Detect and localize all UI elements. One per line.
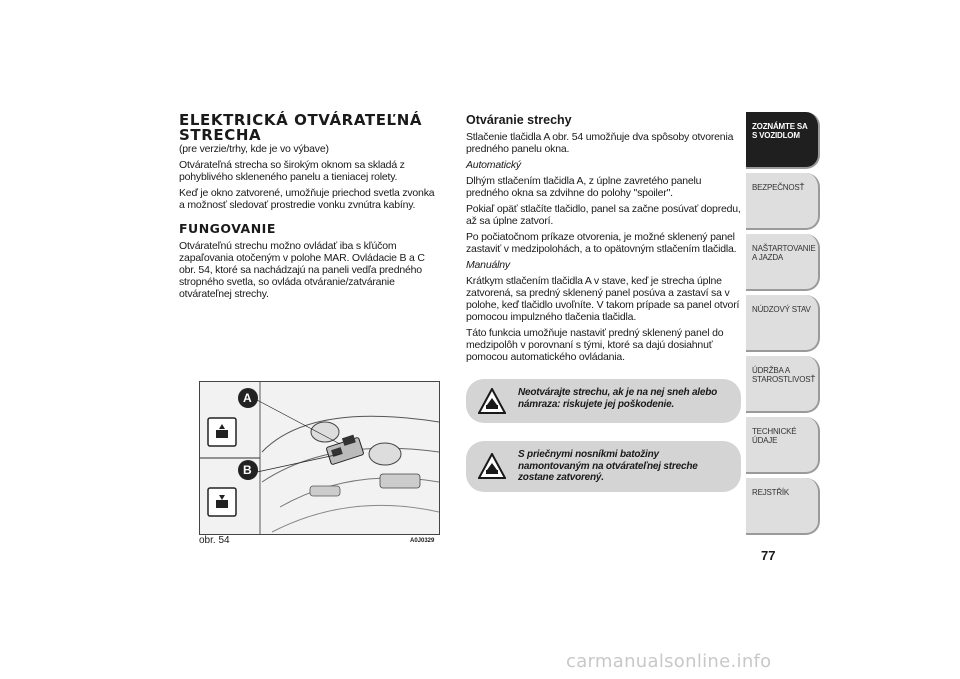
left-column: [179, 113, 441, 304]
chapter-tabs: [746, 112, 820, 539]
paragraph-right-4: Po počiatočnom príkaze otvorenia, je možné sklenený panel zastaviť v medzipolohách, a to opätovným stlačením tlačidla.: [466, 231, 737, 255]
figure-code: A0J0329: [410, 538, 435, 544]
figure-roof-controls: [199, 381, 440, 535]
tab-technical-data[interactable]: TECHNICKÉ ÚDAJE: [746, 417, 820, 474]
figure-illustration: [200, 382, 439, 534]
paragraph-intro: Otvárateľná strecha so širokým oknom sa skladá z pohyblivého skleneného panelu a tieniacej rolety.: [179, 159, 405, 183]
section-title-line2: STRECHA: [179, 126, 262, 144]
label-a: A: [243, 391, 252, 405]
paragraph-operation: Otvárateľnú strechu možno ovládať iba s kľúčom zapaľovania otočeným v polohe MAR. Ovládacie B a C obr. 54, ktoré sa nachádzajú na paneli vedľa predného stropného svetla, so ovláda otváranie/zatváranie otvárateľnej strechy.: [179, 240, 425, 300]
paragraph-right-3: Pokiaľ opäť stlačíte tlačidlo, panel sa začne posúvať dopredu, až sa úplne zatvorí.: [466, 203, 741, 227]
label-b: B: [243, 463, 252, 477]
subsection-heading: Otváranie strechy: [466, 113, 572, 127]
warning-triangle-icon: [478, 453, 506, 479]
tab-emergency[interactable]: NÚDZOVÝ STAV: [746, 295, 820, 352]
warning-box-2: [466, 441, 741, 492]
warning-text-1: Neotvárajte strechu, ak je na nej sneh alebo námraza: riskujete jej poškodenie.: [518, 387, 718, 410]
right-column: [466, 113, 741, 502]
button-b-icon: [208, 488, 236, 516]
tab-getting-to-know[interactable]: ZOZNÁMTE SA S VOZIDLOM: [746, 112, 820, 169]
watermark: carmanualsonline.info: [566, 651, 772, 672]
paragraph-right-1: Stlačenie tlačidla A obr. 54 umožňuje dva spôsoby otvorenia predného panelu okna.: [466, 131, 734, 155]
section-heading-operation: FUNGOVANIE: [179, 221, 276, 236]
label-manual: Manuálny: [466, 259, 510, 271]
warning-triangle-icon: [478, 388, 506, 414]
paragraph-light: Keď je okno zatvorené, umožňuje priechod svetla zvonka a možnosť sledovať prostredie vonku zvnútra kabíny.: [179, 187, 435, 211]
paragraph-right-5: Krátkym stlačením tlačidla A v stave, keď je strecha úplne zatvorená, sa predný sklenený panel posúva a zastaví sa v polohe, keď tlačidlo uvoľníte. V takom prípade sa panel otvorí pomocou impulzného tlačenia tlačidla.: [466, 275, 740, 323]
tab-safety[interactable]: BEZPEČNOSŤ: [746, 173, 820, 230]
warning-text-2: S priečnymi nosníkmi batožiny namontovaným na otvárateľnej streche zostane zatvorený.: [518, 449, 698, 483]
figure-caption: obr. 54: [199, 535, 230, 546]
page-number: 77: [761, 548, 776, 563]
section-title-line1: ELEKTRICKÁ OTVÁRATEĽNÁ: [179, 111, 423, 129]
button-a-icon: [208, 418, 236, 446]
subtitle: (pre verzie/trhy, kde je vo výbave): [179, 143, 329, 155]
warning-box-1: [466, 379, 741, 423]
tab-maintenance[interactable]: ÚDRŽBA A STAROSTLIVOSŤ: [746, 356, 820, 413]
tab-starting-driving[interactable]: NAŠTARTOVANIE A JAZDA: [746, 234, 820, 291]
tab-index[interactable]: REJSTŘÍK: [746, 478, 820, 535]
label-automatic: Automatický: [466, 159, 521, 171]
paragraph-right-6: Táto funkcia umožňuje nastaviť predný sklenený panel do medzipolôh v porovnaní s tými, ktoré sa dajú dosiahnuť pomocou automatického ovládania.: [466, 327, 724, 363]
paragraph-right-2: Dlhým stlačením tlačidla A, z úplne zavretého panelu predného okna sa zdvihne do polohy "spoiler".: [466, 175, 702, 199]
section-title: [179, 113, 441, 143]
